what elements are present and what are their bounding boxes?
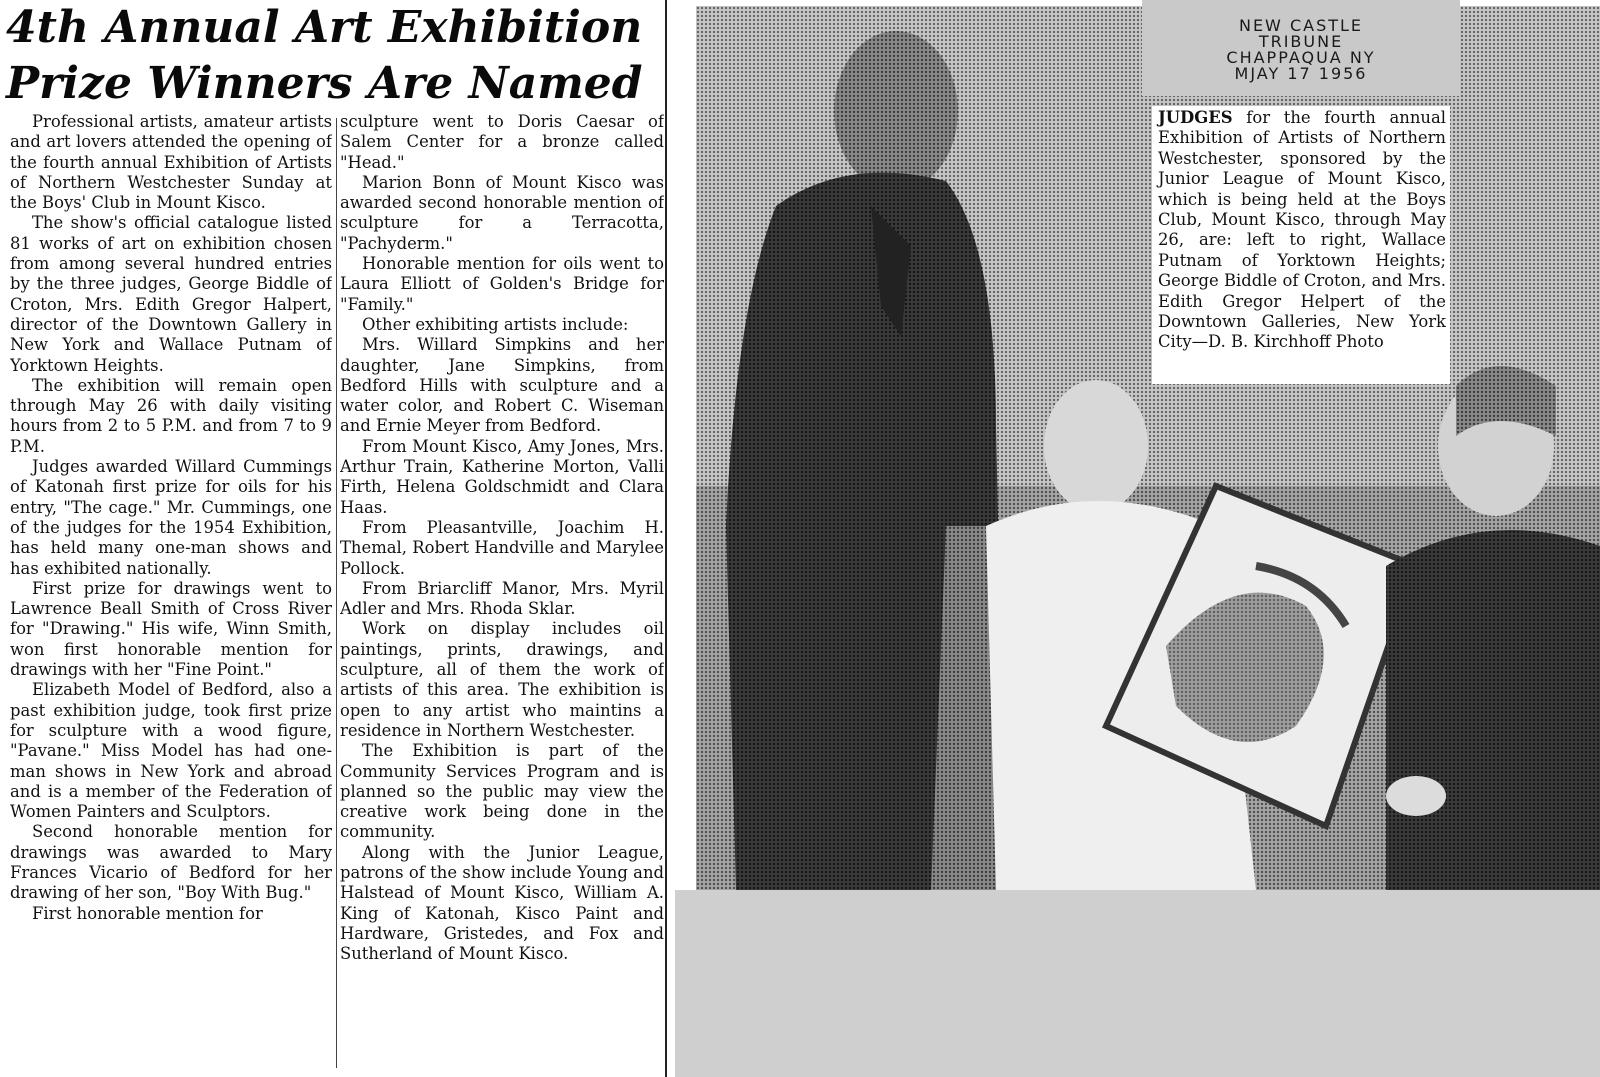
paragraph: The show's official catalogue listed 81 works of art on exhibition chosen from among several hundred entries by the three judges, George Biddle of Croton, Mrs. Edith Gregor Halpert, director of the Downtown Gallery in New York and Wallace Putnam of Yorktown Heights.	[10, 213, 332, 375]
blank-area	[675, 890, 1600, 1077]
paragraph: sculpture went to Doris Caesar of Salem Center for a bronze called "Head."	[340, 112, 664, 172]
stamp-line-3: CHAPPAQUA NY	[1226, 48, 1376, 67]
paragraph: Other exhibiting artists include:	[362, 314, 629, 334]
paragraph: Work on display includes oil paintings, prints, drawings, and sculpture, all of them the work of artists of this area. The exhibition is open to any artist who maintins a residence in Northern Westchester.	[340, 619, 664, 740]
stamp-line-1: NEW CASTLE	[1238, 16, 1364, 35]
caption-lead: JUDGES	[1158, 108, 1233, 127]
headline-line-2: Prize Winners Are Named	[6, 58, 643, 109]
judges-photo	[696, 6, 1600, 890]
paragraph: Professional artists, amateur artists and art lovers attended the opening of the fourth annual Exhibition of Artists of Northern Westchester Sunday at the Boys' Club in Mount Kisco.	[10, 112, 332, 213]
article-column-2	[340, 112, 664, 1070]
paragraph: From Pleasantville, Joachim H. Themal, Robert Handville and Marylee Pollock.	[340, 517, 664, 578]
caption-text: for the fourth annual Exhibition of Artists of Northern Westchester, sponsored by the Junior League of Mount Kisco, which is being held at the Boys Club, Mount Kisco, through May 26, are: left to right, Wallace Putnam of Yorktown Heights; George Biddle of Croton, and Mrs. Edith Gregor Helpert of the Downtown Galleries, New York City—D. B. Kirchhoff Photo	[1158, 108, 1446, 352]
stamp-line-2: TRIBUNE	[1258, 32, 1344, 51]
paragraph: Marion Bonn of Mount Kisco was awarded second honorable mention of sculpture for a Terracotta, "Pachyderm."	[340, 172, 664, 253]
photo-illustration	[696, 6, 1600, 890]
paragraph: From Mount Kisco, Amy Jones, Mrs. Arthur Train, Katherine Morton, Valli Firth, Helena Goldschmidt and Clara Haas.	[340, 436, 664, 517]
paragraph: First honorable mention for	[32, 903, 263, 923]
newspaper-stamp	[1142, 0, 1460, 96]
paragraph: Second honorable mention for drawings was awarded to Mary Frances Vicario of Bedford for her drawing of her son, "Boy With Bug."	[10, 822, 332, 903]
article-column-1	[10, 112, 332, 1070]
paragraph: Along with the Junior League, patrons of the show include Young and Halstead of Mount Kisco, William A. King of Katonah, Kisco Paint and Hardware, Gristedes, and Fox and Sutherland of Mount Kisco.	[340, 842, 664, 964]
paragraph: Judges awarded Willard Cummings of Katonah first prize for oils for his entry, "The cage." Mr. Cummings, one of the judges for the 1954 Exhibition, has held many one-man shows and has exhibited nationally.	[10, 457, 332, 578]
stamp-line-4: MJAY 17 1956	[1234, 64, 1368, 83]
paragraph: From Briarcliff Manor, Mrs. Myril Adler and Mrs. Rhoda Sklar.	[340, 578, 664, 619]
paragraph: Elizabeth Model of Bedford, also a past exhibition judge, took first prize for sculpture with a wood figure, "Pavane." Miss Model has had one-man shows in New York and abroad and is a member of the Federation of Women Painters and Sculptors.	[10, 680, 332, 822]
page-divider	[665, 0, 667, 1077]
paragraph: The Exhibition is part of the Community Services Program and is planned so the public may view the creative work being done in the community.	[340, 741, 664, 842]
column-divider	[336, 118, 337, 1068]
paragraph: Mrs. Willard Simpkins and her daughter, Jane Simpkins, from Bedford Hills with sculpture and a water color, and Robert C. Wiseman and Ernie Meyer from Bedford.	[340, 335, 664, 436]
paragraph: First prize for drawings went to Lawrence Beall Smith of Cross River for "Drawing." His wife, Winn Smith, won first honorable mention for drawings with her "Fine Point."	[10, 578, 332, 680]
paragraph: The exhibition will remain open through May 26 with daily visiting hours from 2 to 5 P.M. and from 7 to 9 P.M.	[10, 375, 332, 456]
article-headline	[6, 0, 646, 112]
paragraph: Honorable mention for oils went to Laura Elliott of Golden's Bridge for "Family."	[340, 254, 664, 314]
photo-caption	[1152, 106, 1450, 384]
headline-line-1: 4th Annual Art Exhibition	[6, 2, 643, 53]
